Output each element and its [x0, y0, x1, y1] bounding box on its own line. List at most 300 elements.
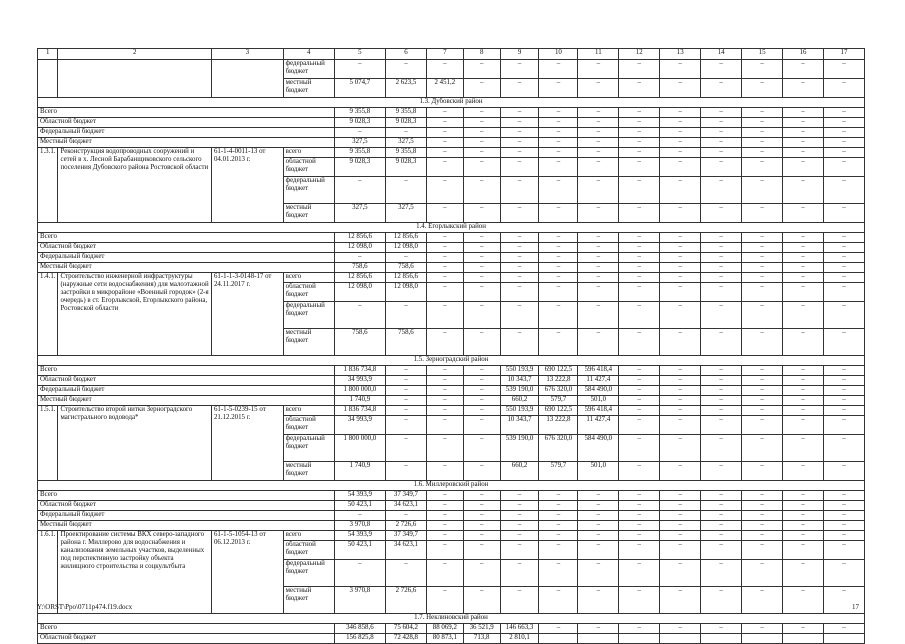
value-cell: – [578, 253, 619, 263]
value-cell: – [426, 243, 463, 253]
value-cell: – [539, 177, 578, 204]
value-cell: 12 098,0 [385, 283, 426, 302]
value-cell: – [619, 396, 660, 406]
value-cell: – [783, 60, 824, 79]
total-row [38, 511, 865, 521]
value-cell: – [660, 60, 701, 79]
value-cell: – [742, 541, 783, 560]
value-cell: 13 222,8 [539, 376, 578, 386]
value-cell: – [426, 501, 463, 511]
value-cell: – [783, 79, 824, 98]
value-cell: – [385, 406, 426, 416]
value-cell: – [742, 462, 783, 481]
value-cell: – [783, 587, 824, 614]
value-cell: – [426, 253, 463, 263]
value-cell: – [426, 396, 463, 406]
budget-source-label: всего [283, 406, 334, 416]
value-cell: – [783, 273, 824, 283]
column-number: 9 [500, 49, 539, 60]
value-cell: – [619, 302, 660, 329]
budget-source-label: всего [283, 148, 334, 158]
value-cell: 539 190,0 [500, 386, 539, 396]
project-number: 1.6.1. [38, 531, 58, 614]
value-cell: – [742, 587, 783, 614]
value-cell: – [539, 511, 578, 521]
total-row [38, 243, 865, 253]
project-code: 61-1-1-3-0148-17 от 24.11.2017 г. [211, 273, 283, 356]
value-cell: – [742, 128, 783, 138]
value-cell: 34 993,9 [334, 416, 385, 435]
value-cell: – [701, 376, 742, 386]
value-cell: – [660, 396, 701, 406]
value-cell: – [742, 177, 783, 204]
value-cell: – [578, 79, 619, 98]
section-title: 1.5. Зерноградский район [38, 356, 865, 366]
value-cell: 584 490,0 [578, 435, 619, 462]
value-cell: – [742, 253, 783, 263]
budget-source-label: всего [283, 531, 334, 541]
value-cell: – [619, 118, 660, 128]
value-cell: – [463, 386, 500, 396]
value-cell: – [824, 233, 865, 243]
project-name: Проектирование системы ВКХ северо-западного района г. Миллерово для водоснабжения и канализования земельных участков, выделенных под перспективную застройку объекта жилищного строительства и соцкультбыта [58, 531, 212, 614]
table-body [38, 49, 865, 644]
total-row [38, 108, 865, 118]
value-cell: – [783, 302, 824, 329]
value-cell: – [701, 263, 742, 273]
value-cell [783, 634, 824, 644]
value-cell [824, 634, 865, 644]
value-cell: – [463, 204, 500, 223]
value-cell: – [783, 233, 824, 243]
value-cell: – [539, 560, 578, 587]
value-cell: – [500, 253, 539, 263]
value-cell: – [701, 204, 742, 223]
value-cell: 12 098,0 [385, 243, 426, 253]
total-row [38, 376, 865, 386]
value-cell: – [463, 416, 500, 435]
value-cell: – [539, 587, 578, 614]
value-cell: – [385, 177, 426, 204]
column-number: 8 [463, 49, 500, 60]
value-cell: – [783, 406, 824, 416]
value-cell: – [660, 204, 701, 223]
value-cell [660, 634, 701, 644]
value-cell: – [701, 79, 742, 98]
value-cell: – [701, 560, 742, 587]
value-cell: 327,5 [385, 204, 426, 223]
value-cell: – [619, 253, 660, 263]
total-row [38, 128, 865, 138]
value-cell: – [660, 253, 701, 263]
total-label: Федеральный бюджет [38, 128, 335, 138]
value-cell: – [701, 501, 742, 511]
value-cell: – [426, 138, 463, 148]
project-row [38, 406, 865, 416]
value-cell: – [742, 263, 783, 273]
value-cell: – [824, 273, 865, 283]
value-cell: – [426, 177, 463, 204]
value-cell: – [742, 158, 783, 177]
total-label: Всего [38, 233, 335, 243]
column-number: 10 [539, 49, 578, 60]
value-cell: – [783, 128, 824, 138]
value-cell: – [578, 560, 619, 587]
value-cell: – [824, 416, 865, 435]
value-cell: – [500, 148, 539, 158]
value-cell: – [742, 60, 783, 79]
value-cell: 660,2 [500, 396, 539, 406]
value-cell: – [578, 491, 619, 501]
value-cell: – [426, 273, 463, 283]
value-cell: – [742, 491, 783, 501]
value-cell: – [742, 386, 783, 396]
project-number: 1.4.1. [38, 273, 58, 356]
total-row [38, 624, 865, 634]
value-cell: – [463, 283, 500, 302]
value-cell: – [500, 521, 539, 531]
value-cell: 676 320,0 [539, 386, 578, 396]
value-cell: – [385, 128, 426, 138]
value-cell: – [578, 511, 619, 521]
value-cell: – [701, 329, 742, 356]
value-cell: – [619, 79, 660, 98]
value-cell: – [701, 587, 742, 614]
value-cell: – [334, 128, 385, 138]
value-cell: – [824, 531, 865, 541]
value-cell: 539 190,0 [500, 435, 539, 462]
value-cell [619, 634, 660, 644]
value-cell: – [701, 283, 742, 302]
value-cell: – [619, 273, 660, 283]
value-cell: – [660, 376, 701, 386]
value-cell: – [660, 491, 701, 501]
value-cell: – [539, 302, 578, 329]
value-cell: 758,6 [385, 329, 426, 356]
value-cell: – [385, 386, 426, 396]
total-label: Всего [38, 108, 335, 118]
value-cell: – [426, 283, 463, 302]
value-cell: – [660, 511, 701, 521]
project-code: 61-1-5-0239-15 от 21.12.2015 г. [211, 406, 283, 481]
value-cell: 50 423,1 [334, 541, 385, 560]
value-cell: – [660, 366, 701, 376]
value-cell: – [783, 560, 824, 587]
value-cell: 2 451,2 [426, 79, 463, 98]
value-cell: – [824, 158, 865, 177]
project-row [38, 531, 865, 541]
total-row [38, 491, 865, 501]
value-cell: – [578, 243, 619, 253]
column-number: 6 [385, 49, 426, 60]
value-cell: – [824, 283, 865, 302]
value-cell: – [578, 233, 619, 243]
project-name: Реконструкция водопроводных сооружений и сетей в х. Лесной Барабанщиковского сельского поселения Дубовского района Ростовской области [58, 148, 212, 223]
value-cell: – [500, 541, 539, 560]
value-cell: – [619, 511, 660, 521]
value-cell: – [500, 263, 539, 273]
empty-cell [211, 60, 283, 98]
value-cell: – [783, 435, 824, 462]
total-row [38, 396, 865, 406]
value-cell: – [824, 396, 865, 406]
column-number: 7 [426, 49, 463, 60]
budget-source-label: местный бюджет [283, 462, 334, 481]
value-cell: 346 858,6 [334, 624, 385, 634]
value-cell: – [463, 501, 500, 511]
value-cell: – [619, 587, 660, 614]
value-cell: – [500, 302, 539, 329]
value-cell: – [742, 501, 783, 511]
value-cell: – [463, 406, 500, 416]
total-label: Федеральный бюджет [38, 511, 335, 521]
value-cell: – [463, 511, 500, 521]
value-cell: – [334, 511, 385, 521]
value-cell: – [539, 243, 578, 253]
value-cell: – [334, 177, 385, 204]
value-cell: – [578, 501, 619, 511]
value-cell: – [426, 233, 463, 243]
value-cell: 54 393,9 [334, 491, 385, 501]
value-cell: – [701, 158, 742, 177]
value-cell: 2 726,6 [385, 587, 426, 614]
value-cell: – [500, 587, 539, 614]
project-row [38, 273, 865, 283]
value-cell: – [463, 435, 500, 462]
value-cell: – [539, 108, 578, 118]
value-cell: – [578, 204, 619, 223]
value-cell: – [783, 148, 824, 158]
value-cell: – [619, 624, 660, 634]
value-cell: 11 427,4 [578, 376, 619, 386]
value-cell: 3 970,8 [334, 587, 385, 614]
value-cell: – [619, 541, 660, 560]
budget-source-label: местный бюджет [283, 587, 334, 614]
value-cell: – [824, 541, 865, 560]
value-cell: – [619, 531, 660, 541]
value-cell: – [619, 376, 660, 386]
value-cell: – [385, 376, 426, 386]
value-cell: – [701, 406, 742, 416]
value-cell: – [824, 406, 865, 416]
value-cell: – [463, 491, 500, 501]
value-cell: – [463, 128, 500, 138]
value-cell: – [500, 177, 539, 204]
value-cell: – [660, 148, 701, 158]
value-cell: – [701, 386, 742, 396]
value-cell: – [334, 60, 385, 79]
value-cell: 156 825,8 [334, 634, 385, 644]
value-cell: – [701, 108, 742, 118]
value-cell: 10 343,7 [500, 376, 539, 386]
value-cell: – [660, 406, 701, 416]
value-cell: – [463, 366, 500, 376]
value-cell [578, 634, 619, 644]
value-cell: – [824, 204, 865, 223]
value-cell: – [783, 283, 824, 302]
value-cell: – [619, 177, 660, 204]
value-cell: – [701, 118, 742, 128]
value-cell: – [539, 128, 578, 138]
value-cell: – [578, 587, 619, 614]
value-cell: – [783, 531, 824, 541]
value-cell: – [426, 118, 463, 128]
value-cell: 13 222,8 [539, 416, 578, 435]
value-cell: 9 355,8 [334, 108, 385, 118]
value-cell: 12 856,6 [385, 273, 426, 283]
value-cell: – [500, 118, 539, 128]
budget-source-label: областной бюджет [283, 541, 334, 560]
value-cell: – [463, 243, 500, 253]
value-cell: – [463, 263, 500, 273]
value-cell: – [701, 396, 742, 406]
value-cell: – [426, 541, 463, 560]
value-cell: 9 028,3 [334, 158, 385, 177]
section-row [38, 614, 865, 624]
budget-source-label: федеральный бюджет [283, 302, 334, 329]
value-cell: 676 320,0 [539, 435, 578, 462]
value-cell: – [619, 366, 660, 376]
value-cell: – [463, 79, 500, 98]
value-cell: – [463, 148, 500, 158]
value-cell: – [660, 587, 701, 614]
value-cell: – [824, 560, 865, 587]
value-cell: – [701, 138, 742, 148]
value-cell: 327,5 [385, 138, 426, 148]
value-cell: – [701, 462, 742, 481]
total-label: Всего [38, 366, 335, 376]
value-cell: 36 521,9 [463, 624, 500, 634]
project-number: 1.5.1. [38, 406, 58, 481]
value-cell: – [824, 148, 865, 158]
value-cell: 34 623,1 [385, 501, 426, 511]
project-name: Строительство инженерной инфраструктуры (наружные сети водоснабжения) для малоэтажной застройки в микрорайоне «Военный городок» (2-я очередь) в ст. Егорлыкской, Егорлыкского района, Ростовской области [58, 273, 212, 356]
value-cell: – [426, 491, 463, 501]
value-cell: – [660, 263, 701, 273]
value-cell: – [500, 560, 539, 587]
total-row [38, 253, 865, 263]
value-cell: 34 993,9 [334, 376, 385, 386]
column-number: 11 [578, 49, 619, 60]
value-cell: – [578, 118, 619, 128]
value-cell: – [619, 416, 660, 435]
value-cell: – [539, 541, 578, 560]
value-cell: – [578, 329, 619, 356]
value-cell: – [824, 243, 865, 253]
value-cell: – [539, 531, 578, 541]
value-cell: – [783, 263, 824, 273]
total-row [38, 521, 865, 531]
value-cell: – [426, 462, 463, 481]
column-number: 2 [58, 49, 212, 60]
value-cell: 9 028,3 [334, 118, 385, 128]
value-cell: – [660, 462, 701, 481]
value-cell: – [701, 416, 742, 435]
value-cell: – [660, 624, 701, 634]
value-cell: – [660, 273, 701, 283]
value-cell: – [701, 511, 742, 521]
value-cell: – [742, 406, 783, 416]
value-cell: – [742, 396, 783, 406]
value-cell: 34 623,1 [385, 541, 426, 560]
value-cell: – [426, 416, 463, 435]
value-cell: – [426, 158, 463, 177]
value-cell: – [539, 521, 578, 531]
value-cell: – [742, 376, 783, 386]
value-cell: – [385, 511, 426, 521]
value-cell: – [426, 531, 463, 541]
value-cell: – [742, 79, 783, 98]
total-label: Областной бюджет [38, 501, 335, 511]
value-cell: – [463, 177, 500, 204]
column-number: 3 [211, 49, 283, 60]
value-cell: – [824, 138, 865, 148]
value-cell: – [701, 302, 742, 329]
value-cell: – [701, 435, 742, 462]
value-cell: – [824, 501, 865, 511]
value-cell: 2 726,6 [385, 521, 426, 531]
budget-source-label: областной бюджет [283, 416, 334, 435]
budget-source-label: местный бюджет [283, 79, 334, 98]
value-cell: 9 355,8 [385, 148, 426, 158]
value-cell: – [578, 531, 619, 541]
value-cell: – [701, 60, 742, 79]
project-number: 1.3.1. [38, 148, 58, 223]
total-label: Областной бюджет [38, 634, 335, 644]
value-cell: – [463, 521, 500, 531]
total-row [38, 118, 865, 128]
value-cell: – [742, 108, 783, 118]
budget-source-label: областной бюджет [283, 158, 334, 177]
value-cell: – [742, 283, 783, 302]
file-path-footer: Y:\ORST\Ppo\0711p474.f19.docx [37, 603, 133, 611]
value-cell [701, 634, 742, 644]
value-cell: – [385, 60, 426, 79]
value-cell: – [783, 501, 824, 511]
value-cell: 12 856,6 [334, 233, 385, 243]
value-cell: – [660, 283, 701, 302]
value-cell: 501,0 [578, 462, 619, 481]
value-cell: 75 604,2 [385, 624, 426, 634]
value-cell: – [426, 366, 463, 376]
section-row [38, 356, 865, 366]
value-cell: – [619, 329, 660, 356]
value-cell: – [539, 491, 578, 501]
total-label: Местный бюджет [38, 263, 335, 273]
value-cell: – [500, 79, 539, 98]
value-cell: – [742, 624, 783, 634]
value-cell: – [578, 263, 619, 273]
budget-source-label: федеральный бюджет [283, 60, 334, 79]
value-cell: – [619, 108, 660, 118]
value-cell: – [500, 233, 539, 243]
value-cell: – [463, 541, 500, 560]
value-cell: – [539, 501, 578, 511]
value-cell: – [334, 560, 385, 587]
value-cell: 2 810,1 [500, 634, 539, 644]
section-title: 1.4. Егорлыкский район [38, 223, 865, 233]
value-cell: 1 836 734,8 [334, 406, 385, 416]
value-cell: – [385, 435, 426, 462]
value-cell: 2 623,5 [385, 79, 426, 98]
section-title: 1.7. Неклиновский район [38, 614, 865, 624]
value-cell: – [578, 60, 619, 79]
value-cell: – [619, 233, 660, 243]
value-cell: – [660, 560, 701, 587]
column-number: 15 [742, 49, 783, 60]
value-cell: – [500, 158, 539, 177]
value-cell: – [426, 376, 463, 386]
